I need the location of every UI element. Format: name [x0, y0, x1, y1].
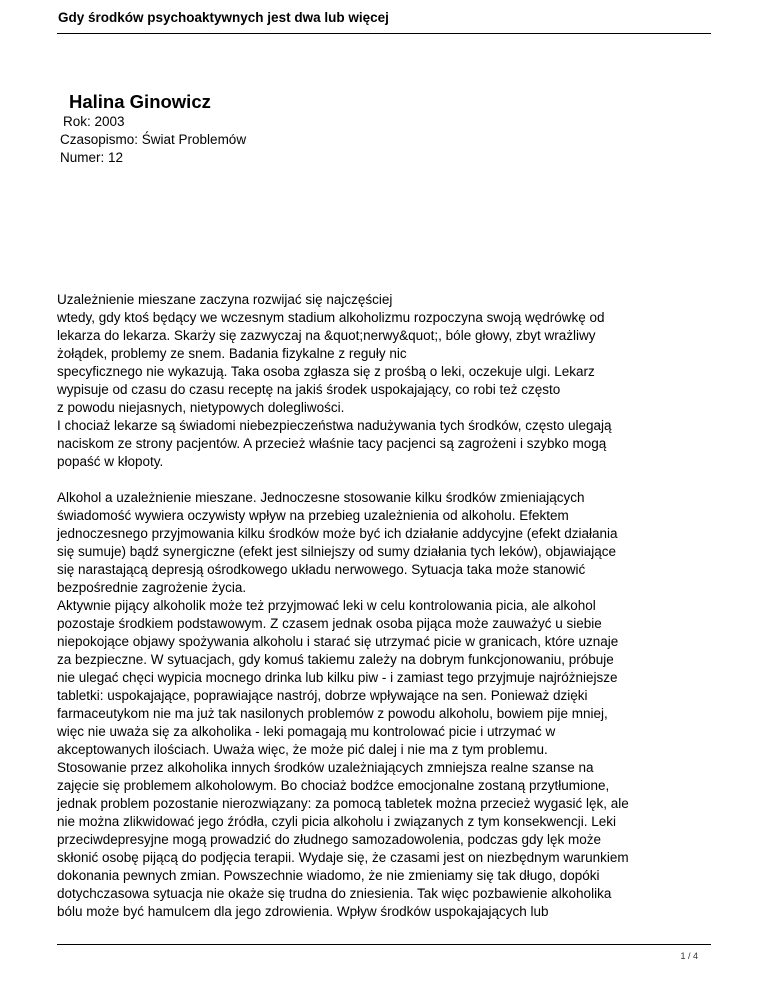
page-number: 1 / 4 [680, 951, 698, 961]
running-header-title: Gdy środków psychoaktywnych jest dwa lub więcej [58, 10, 389, 25]
author-name: Halina Ginowicz [69, 91, 211, 112]
paragraph-line: I chociaż lekarze są świadomi niebezpieczeństwa nadużywania tych środków, często ulegają [57, 418, 612, 433]
paragraph-line: dotychczasowa sytuacja nie okaże się trudna do zniesienia. Tak więc pozbawienie alkoholika [57, 886, 612, 901]
article-body [57, 291, 717, 921]
paragraph-1 [57, 291, 717, 471]
paragraph-line: wtedy, gdy ktoś będący we wczesnym stadium alkoholizmu rozpoczyna swoją wędrówkę od [57, 310, 605, 325]
footer-rule [57, 944, 711, 945]
paragraph-line: Alkohol a uzależnienie mieszane. Jednoczesne stosowanie kilku środków zmieniających [57, 490, 585, 505]
paragraph-line: bezpośrednie zagrożenie życia. [57, 580, 247, 595]
paragraph-line: tabletki: uspokajające, poprawiające nastrój, dobrze wpływające na sen. Ponieważ dzięki [57, 688, 588, 703]
paragraph-line: się narastającą depresją ośrodkowego układu nerwowego. Sytuacja taka może stanowić [57, 562, 586, 577]
paragraph-line: świadomość wywiera oczywisty wpływ na przebieg uzależnienia od alkoholu. Efektem [57, 508, 569, 523]
paragraph-line: Aktywnie pijący alkoholik może też przyjmować leki w celu kontrolowania picia, ale alkohol [57, 598, 596, 613]
paragraph-line: jednak problem pozostanie nierozwiązany: za pomocą tabletek można przecież wygasić lęk, ale [57, 796, 629, 811]
paragraph-line: nie ulegać chęci wypicia mocnego drinka lub kilku piw - i zamiast tego przyjmuje najróżniejsze [57, 670, 618, 685]
header-rule [57, 33, 711, 34]
paragraph-line: bólu może być hamulcem dla jego zdrowienia. Wpływ środków uspokajających lub [57, 904, 549, 919]
issue-number-line: Numer: 12 [60, 150, 124, 165]
paragraph-line: wypisuje od czasu do czasu receptę na jakiś środek uspokajający, co robi też często [57, 382, 561, 397]
paragraph-line: przeciwdepresyjne mogą prowadzić do złudnego samozadowolenia, podczas gdy lęk może [57, 832, 602, 847]
paragraph-line: skłonić osobę pijącą do podjęcia terapii. Wydaje się, że czasami jest on niezbędnym warunkiem [57, 850, 629, 865]
paragraph-line: pozostaje środkiem podstawowym. Z czasem jednak osoba pijąca może zauważyć u siebie [57, 616, 602, 631]
journal-line: Czasopismo: Świat Problemów [60, 132, 247, 147]
paragraph-line: zajęcie się problemem alkoholowym. Bo chociaż bodźce emocjonalne zostaną przytłumione, [57, 778, 610, 793]
paragraph-line: dokonania pewnych zmian. Powszechnie wiadomo, że nie zmieniamy się tak długo, dopóki [57, 868, 600, 883]
paragraph-line: nie można zlikwidować jego źródła, czyli picia alkoholu i związanych z tym konsekwencji. Leki [57, 814, 616, 829]
paragraph-line: Stosowanie przez alkoholika innych środków uzależniających zmniejsza realne szanse na [57, 760, 594, 775]
paragraph-line: niepokojące objawy spożywania alkoholu i starać się utrzymać picie w granicach, które uznaje [57, 634, 619, 649]
paragraph-line: popaść w kłopoty. [57, 454, 164, 469]
paragraph-line: żołądek, problemy ze snem. Badania fizykalne z reguły nic [57, 346, 407, 361]
paragraph-line: jednoczesnego przyjmowania kilku środków może być ich działanie addycyjne (efekt działania [57, 526, 618, 541]
paragraph-line: specyficznego nie wykazują. Taka osoba zgłasza się z prośbą o leki, oczekuje ulgi. Lekarz [57, 364, 595, 379]
paragraph-line: akceptowanych ilościach. Uważa więc, że może pić dalej i nie ma z tym problemu. [57, 742, 548, 757]
paragraph-2 [57, 489, 717, 921]
paragraph-line: z powodu niejasnych, nietypowych dolegliwości. [57, 400, 345, 415]
paragraph-spacer [57, 471, 717, 489]
article-metadata [60, 113, 246, 167]
paragraph-line: lekarza do lekarza. Skarży się zazwyczaj na &quot;nerwy&quot;, bóle głowy, zbyt wrażliwy [57, 328, 596, 343]
paragraph-line: Uzależnienie mieszane zaczyna rozwijać się najczęściej [57, 292, 393, 307]
paragraph-line: farmaceutykom nie ma już tak nasilonych problemów z powodu alkoholu, bowiem pije mniej, [57, 706, 608, 721]
paragraph-line: za bezpieczne. W sytuacjach, gdy komuś takiemu zależy na dobrym funkcjonowaniu, próbuje [57, 652, 614, 667]
paragraph-line: więc nie uważa się za alkoholika - leki pomagają mu kontrolować picie i utrzymać w [57, 724, 556, 739]
paragraph-line: naciskom ze strony pacjentów. A przecież właśnie tacy pacjenci są zagrożeni i szybko mogą [57, 436, 607, 451]
year-line: Rok: 2003 [63, 114, 125, 129]
paragraph-line: się sumuje) bądź synergiczne (efekt jest silniejszy od sumy działania tych leków), objawiające [57, 544, 616, 559]
